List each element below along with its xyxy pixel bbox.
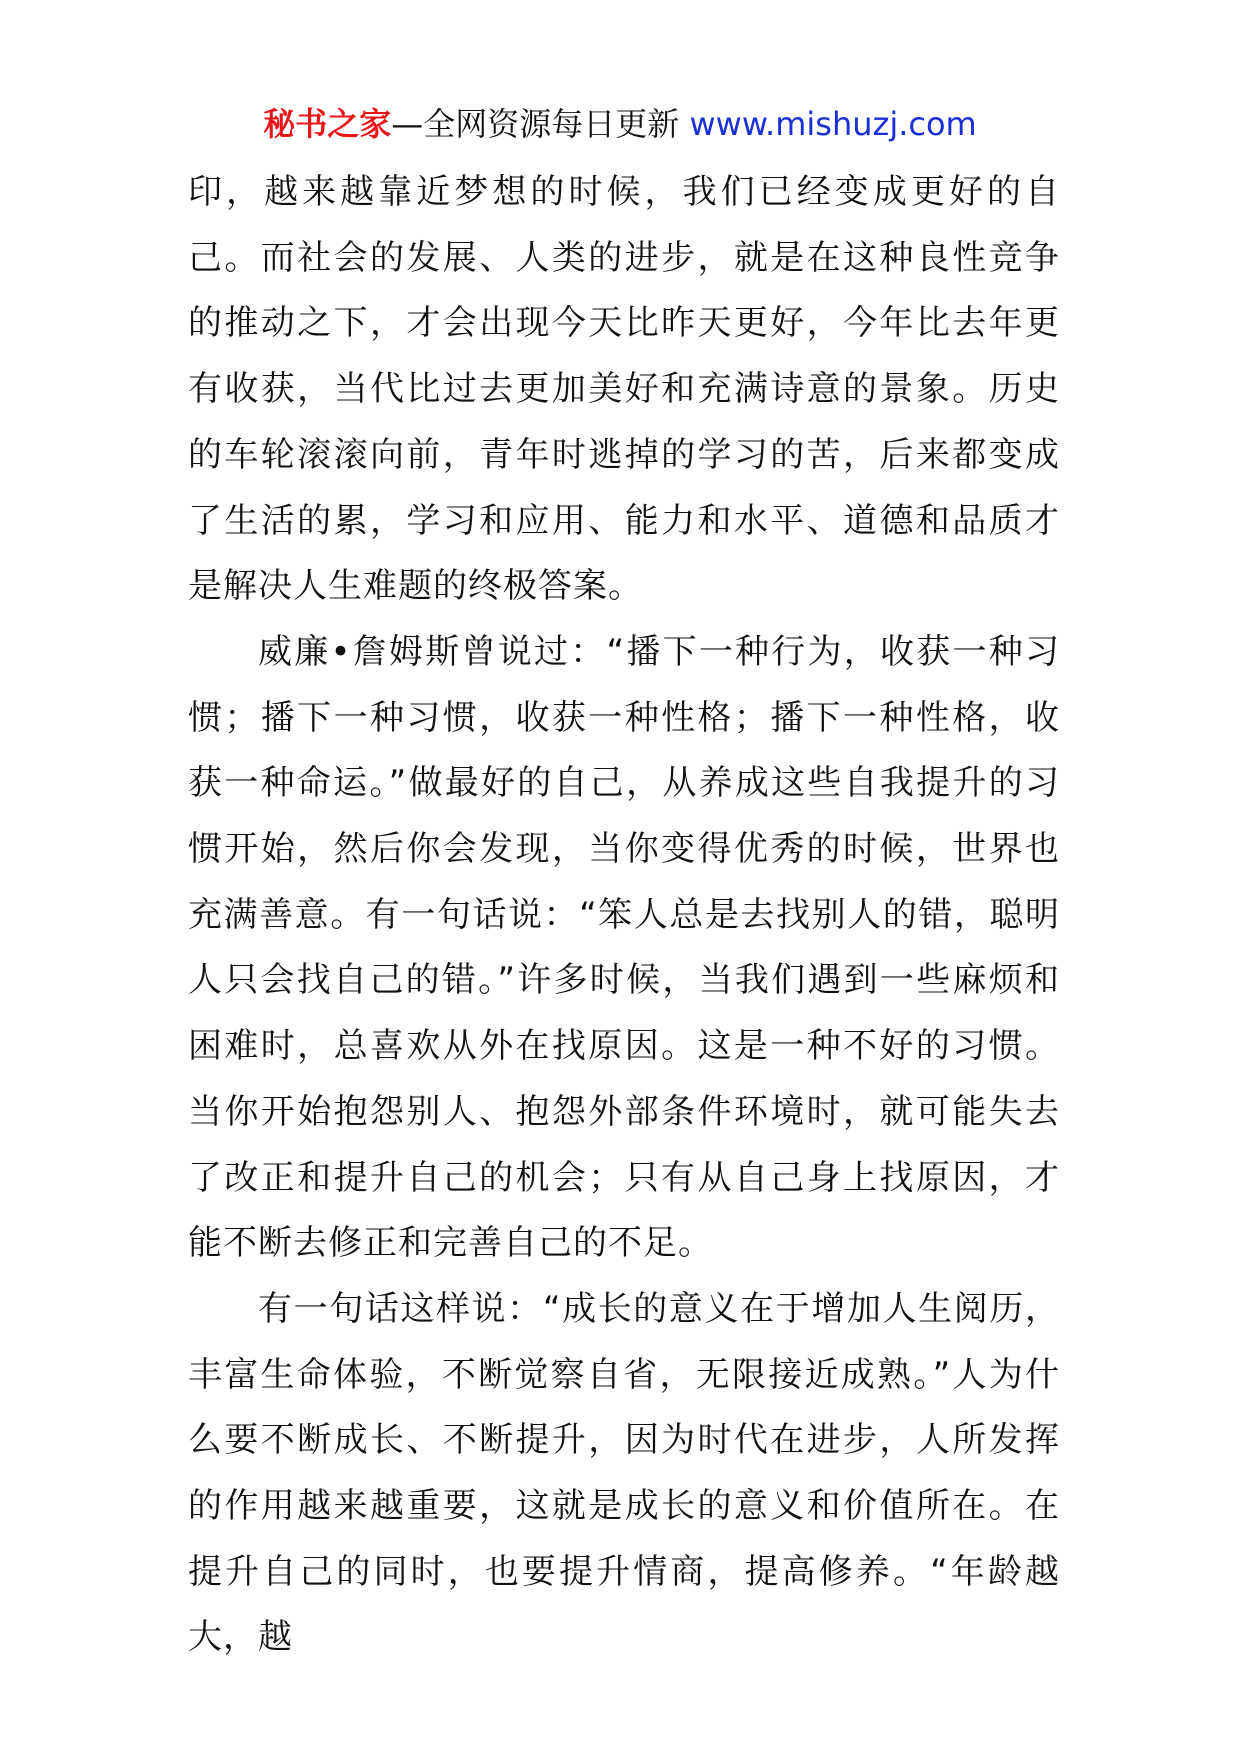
paragraph-william-james-quote: 威廉•詹姆斯曾说过：“播下一种行为，收获一种习惯；播下一种习惯，收获一种性格；播下一种性格，收获一种命运。”做最好的自己，从养成这些自我提升的习惯开始，然后你会发现，当你变得优秀的时候，世界也充满善意。有一句话说：“笨人总是去找别人的错，聪明人只会找自己的错。”许多时候，当我们遇到一些麻烦和困难时，总喜欢从外在找原因。这是一种不好的习惯。当你开始抱怨别人、抱怨外部条件环境时，就可能失去了改正和提升自己的机会；只有从自己身上找原因，才能不断去修正和完善自己的不足。: [188, 631, 1060, 1264]
document-body: [188, 160, 1060, 1671]
header-url-link[interactable]: www.mishuzj.com: [689, 105, 977, 143]
paragraph-meaning-of-growth: 有一句话这样说：“成长的意义在于增加人生阅历，丰富生命体验，不断觉察自省，无限接近成熟。”人为什么要不断成长、不断提升，因为时代在进步，人所发挥的作用越来越重要，这就是成长的意义和价值所在。在提升自己的同时，也要提升情商，提高修养。“年龄越大，越: [188, 1288, 1060, 1658]
brand-name: 秘书之家: [263, 105, 392, 143]
header-slogan: —全网资源每日更新: [391, 105, 680, 143]
page-header: [0, 100, 1240, 148]
paragraph-continuation: 印，越来越靠近梦想的时候，我们已经变成更好的自己。而社会的发展、人类的进步，就是在这种良性竞争的推动之下，才会出现今天比昨天更好，今年比去年更有收获，当代比过去更加美好和充满诗意的景象。历史的车轮滚滚向前，青年时逃掉的学习的苦，后来都变成了生活的累，学习和应用、能力和水平、道德和品质才是解决人生难题的终极答案。: [188, 172, 1060, 607]
